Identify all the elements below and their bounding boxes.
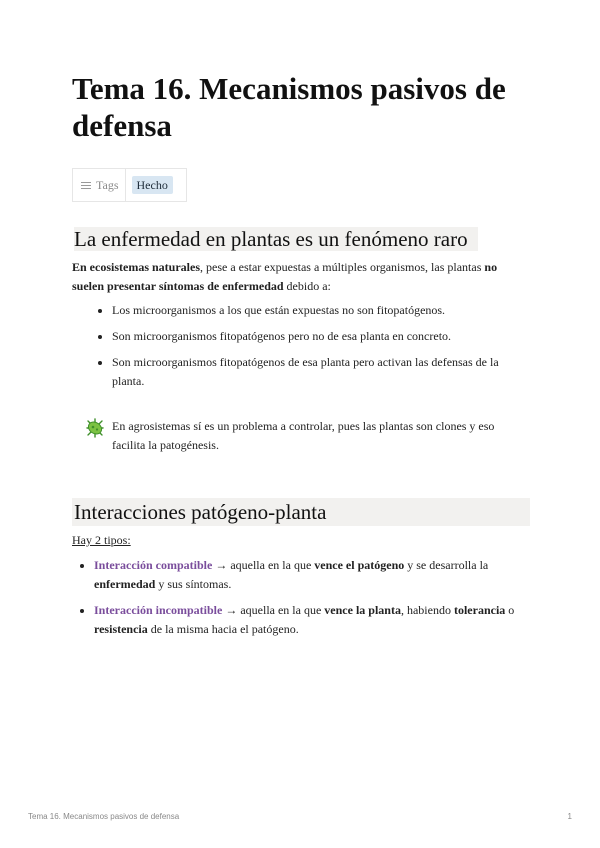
bold-text: En ecosistemas naturales bbox=[72, 260, 200, 274]
bold-text: enfermedad bbox=[94, 577, 156, 591]
list-item bbox=[94, 601, 538, 639]
properties-table bbox=[72, 168, 187, 202]
term-highlight: Interacción incompatible bbox=[94, 603, 223, 617]
plain-text: , pese a estar expuestas a múltiples organismos, las plantas bbox=[200, 260, 485, 274]
list-item: • Son microorganismos fitopatógenos pero no de esa planta en concreto. bbox=[112, 327, 532, 346]
tag-badge[interactable]: Hecho bbox=[132, 176, 173, 194]
callout-text: En agrosistemas sí es un problema a controlar, pues las plantas son clones y eso facilita la patogénesis. bbox=[112, 419, 495, 452]
tags-property-label bbox=[73, 169, 126, 201]
bold-text: vence la planta bbox=[324, 603, 401, 617]
interactions-list bbox=[72, 556, 538, 646]
section-heading-text: La enfermedad en plantas es un fenómeno raro bbox=[74, 227, 478, 251]
list-item bbox=[94, 556, 538, 594]
tags-value-cell[interactable] bbox=[126, 176, 173, 194]
plain-text: y se desarrolla la bbox=[404, 558, 489, 572]
bold-text: no suelen presentar síntomas de enfermedad bbox=[72, 260, 498, 293]
list-item: • Son microorganismos fitopatógenos de esa planta pero activan las defensas de la planta. bbox=[112, 353, 532, 391]
term-highlight: Interacción compatible bbox=[94, 558, 213, 572]
tags-label: Tags bbox=[96, 177, 119, 192]
plain-text: debido a: bbox=[283, 279, 331, 293]
page-number: 1 bbox=[567, 812, 572, 821]
plain-text: de la misma hacia el patógeno. bbox=[147, 622, 299, 636]
plain-text: , habiendo bbox=[400, 603, 454, 617]
plain-text: o bbox=[505, 603, 515, 617]
bold-text: vence el patógeno bbox=[314, 558, 405, 572]
section-heading-text: Interacciones patógeno-planta bbox=[74, 500, 336, 524]
page-title: Tema 16. Mecanismos pasivos de defensa bbox=[72, 71, 506, 143]
section-heading-interacciones bbox=[72, 498, 530, 526]
plain-text: → aquella en la que bbox=[222, 603, 325, 617]
list-lines-icon bbox=[81, 180, 91, 191]
plain-text: y sus síntomas. bbox=[155, 577, 232, 591]
bold-text: resistencia bbox=[94, 622, 148, 636]
causes-list bbox=[90, 301, 532, 398]
footer-title: Tema 16. Mecanismos pasivos de defensa bbox=[28, 812, 180, 821]
types-intro: Hay 2 tipos: bbox=[72, 533, 131, 547]
section-heading-enfermedad bbox=[72, 225, 530, 253]
callout-block bbox=[84, 417, 514, 455]
bold-text: tolerancia bbox=[453, 603, 506, 617]
list-item: • Los microorganismos a los que están expuestas no son fitopatógenos. bbox=[112, 301, 532, 320]
intro-paragraph bbox=[72, 258, 504, 296]
plain-text: → aquella en la que bbox=[212, 558, 315, 572]
microbe-icon bbox=[84, 417, 112, 455]
